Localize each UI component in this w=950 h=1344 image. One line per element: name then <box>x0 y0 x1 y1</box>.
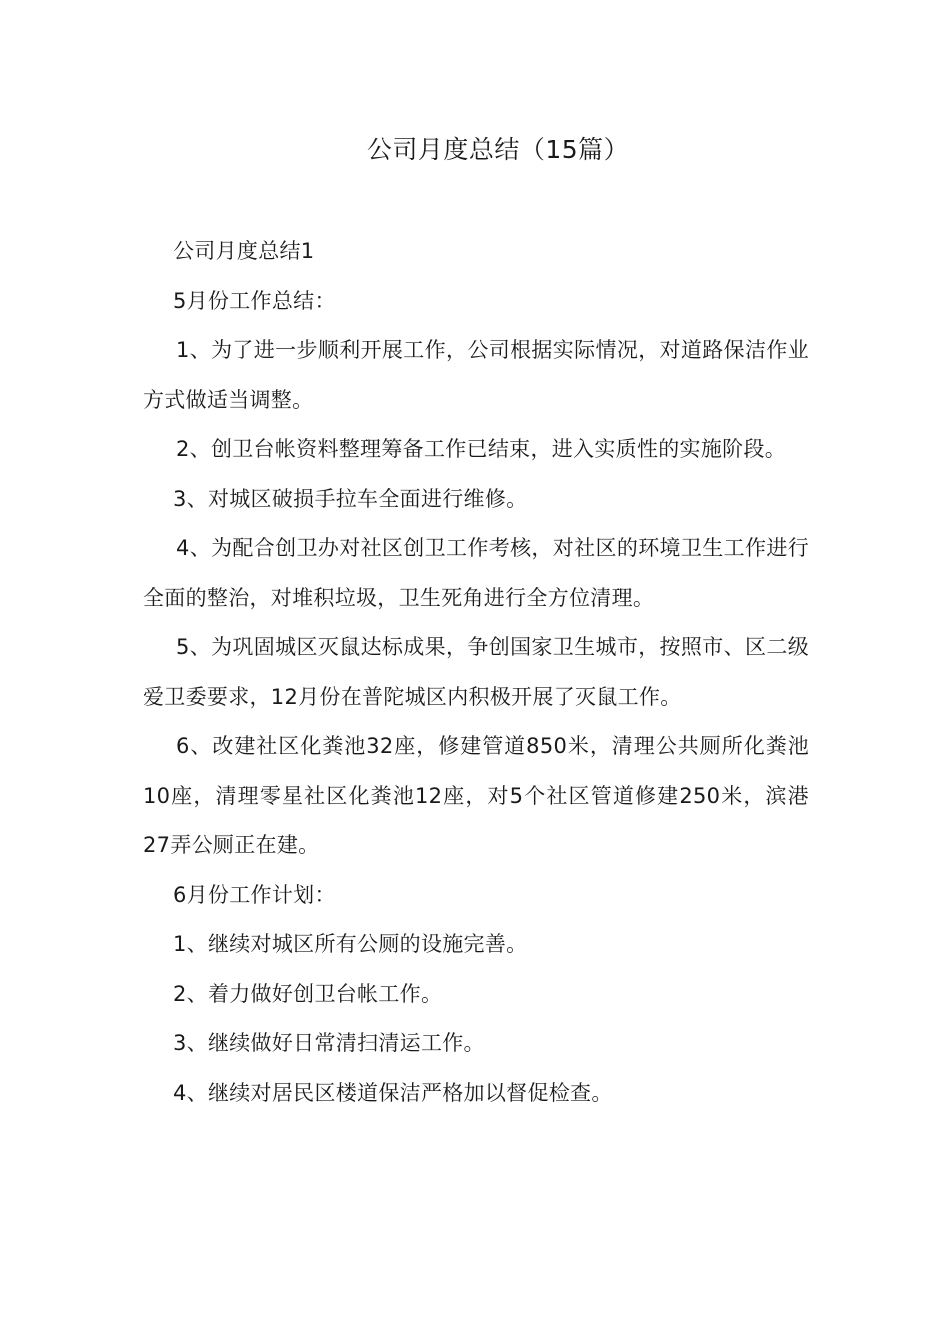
paragraph: 3、对城区破损手拉车全面进行维修。 <box>173 486 528 511</box>
paragraph: 6、改建社区化粪池32座，修建管道850米，清理公共厕所化粪池10座，清理零星社区化粪池12座，对5个社区管道修建250米，滨港27弄公厕正在建。 <box>143 734 809 857</box>
list-item: 3、继续做好日常清扫清运工作。 <box>173 1031 485 1055</box>
document-body <box>143 227 809 1118</box>
subheading-june-plan: 6月份工作计划： <box>173 882 336 907</box>
document-title: 公司月度总结（15篇） <box>366 135 630 164</box>
list-item: 2、着力做好创卫台帐工作。 <box>173 981 443 1006</box>
paragraph: 2、创卫台帐资料整理筹备工作已结束，进入实质性的实施阶段。 <box>176 437 787 461</box>
subheading-may-summary: 5月份工作总结： <box>173 288 336 313</box>
list-item: 4、继续对居民区楼道保洁严格加以督促检查。 <box>173 1080 613 1105</box>
list-item: 1、继续对城区所有公厕的设施完善。 <box>173 932 528 956</box>
paragraph: 1、为了进一步顺利开展工作，公司根据实际情况，对道路保洁作业方式做适当调整。 <box>143 338 809 412</box>
section-heading: 公司月度总结1 <box>173 239 315 263</box>
paragraph: 4、为配合创卫办对社区创卫工作考核，对社区的环境卫生工作进行全面的整治，对堆积垃圾，卫生死角进行全方位清理。 <box>143 536 809 610</box>
paragraph: 5、为巩固城区灭鼠达标成果，争创国家卫生城市，按照市、区二级爱卫委要求，12月份在普陀城区内积极开展了灭鼠工作。 <box>143 635 809 709</box>
